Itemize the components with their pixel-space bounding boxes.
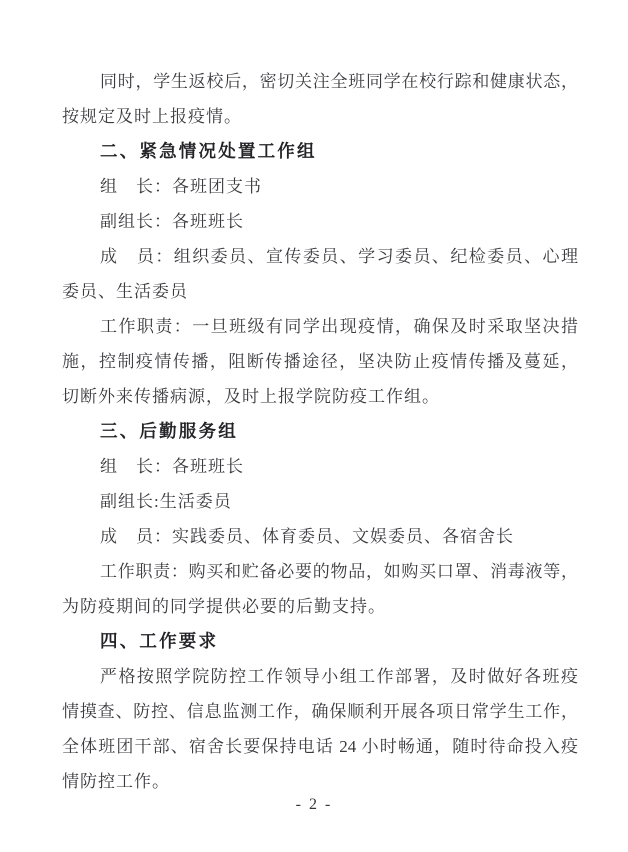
text-line: 严格按照学院防控工作领导小组工作部署，及时做好各班疫 <box>100 667 578 686</box>
text-line: 按规定及时上报疫情。 <box>62 107 242 126</box>
text-line: 为防疫期间的同学提供必要的后勤支持。 <box>62 597 386 616</box>
text-line: 情防控工作。 <box>62 772 170 791</box>
text-line: 工作职责：购买和贮备必要的物品，如购买口罩、消毒液等， <box>100 562 578 581</box>
text-line: 成 员：实践委员、体育委员、文娱委员、各宿舍长 <box>100 527 514 546</box>
text-line: 同时，学生返校后，密切关注全班同学在校行踪和健康状态， <box>100 72 578 91</box>
text-line: 副组长:生活委员 <box>100 492 232 511</box>
text-line: 组 长：各班团支书 <box>100 177 262 196</box>
text-line: 情摸查、防控、信息监测工作，确保顺利开展各项日常学生工作， <box>62 702 578 721</box>
text-line: 组 长：各班班长 <box>100 457 244 476</box>
section-heading: 四、工作要求 <box>100 631 219 651</box>
text-line: 全体班团干部、宿舍长要保持电话 24 小时畅通，随时待命投入疫 <box>62 737 578 756</box>
text-line: 施，控制疫情传播，阻断传播途径，坚决防止疫情传播及蔓延， <box>62 352 578 371</box>
text-line: 副组长：各班班长 <box>100 212 244 231</box>
section-heading: 三、后勤服务组 <box>100 421 238 441</box>
text-line: 委员、生活委员 <box>62 282 188 301</box>
text-line: 成 员：组织委员、宣传委员、学习委员、纪检委员、心理 <box>100 247 578 266</box>
text-line: 切断外来传播病源，及时上报学院防疫工作组。 <box>62 387 440 406</box>
section-heading: 二、紧急情况处置工作组 <box>100 141 317 161</box>
document-body <box>62 64 578 799</box>
text-line: 工作职责：一旦班级有同学出现疫情，确保及时采取坚决措 <box>100 317 578 336</box>
page-number: - 2 - <box>295 796 333 813</box>
